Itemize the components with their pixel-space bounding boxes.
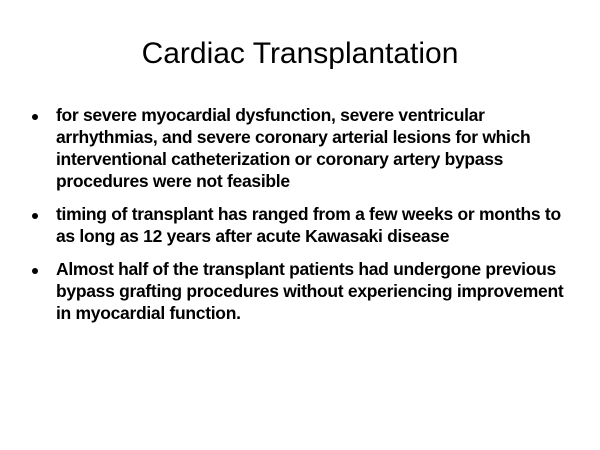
bullet-text: for severe myocardial dysfunction, severe ventricular arrhythmias, and severe coronary arterial lesions for which interventional catheterization or coronary artery bypass procedures were not feasible bbox=[56, 105, 531, 191]
bullet-dot-icon bbox=[32, 213, 38, 219]
bullet-item bbox=[30, 258, 570, 324]
bullet-text: timing of transplant has ranged from a few weeks or months to as long as 12 years after acute Kawasaki disease bbox=[56, 204, 561, 246]
bullet-item bbox=[30, 104, 570, 192]
bullet-text: Almost half of the transplant patients had undergone previous bypass grafting procedures without experiencing improvement in myocardial function. bbox=[56, 259, 564, 323]
slide-title: Cardiac Transplantation bbox=[141, 37, 459, 70]
bullet-list bbox=[30, 104, 570, 335]
bullet-dot-icon bbox=[32, 114, 38, 120]
bullet-dot-icon bbox=[32, 268, 38, 274]
bullet-item bbox=[30, 203, 570, 247]
